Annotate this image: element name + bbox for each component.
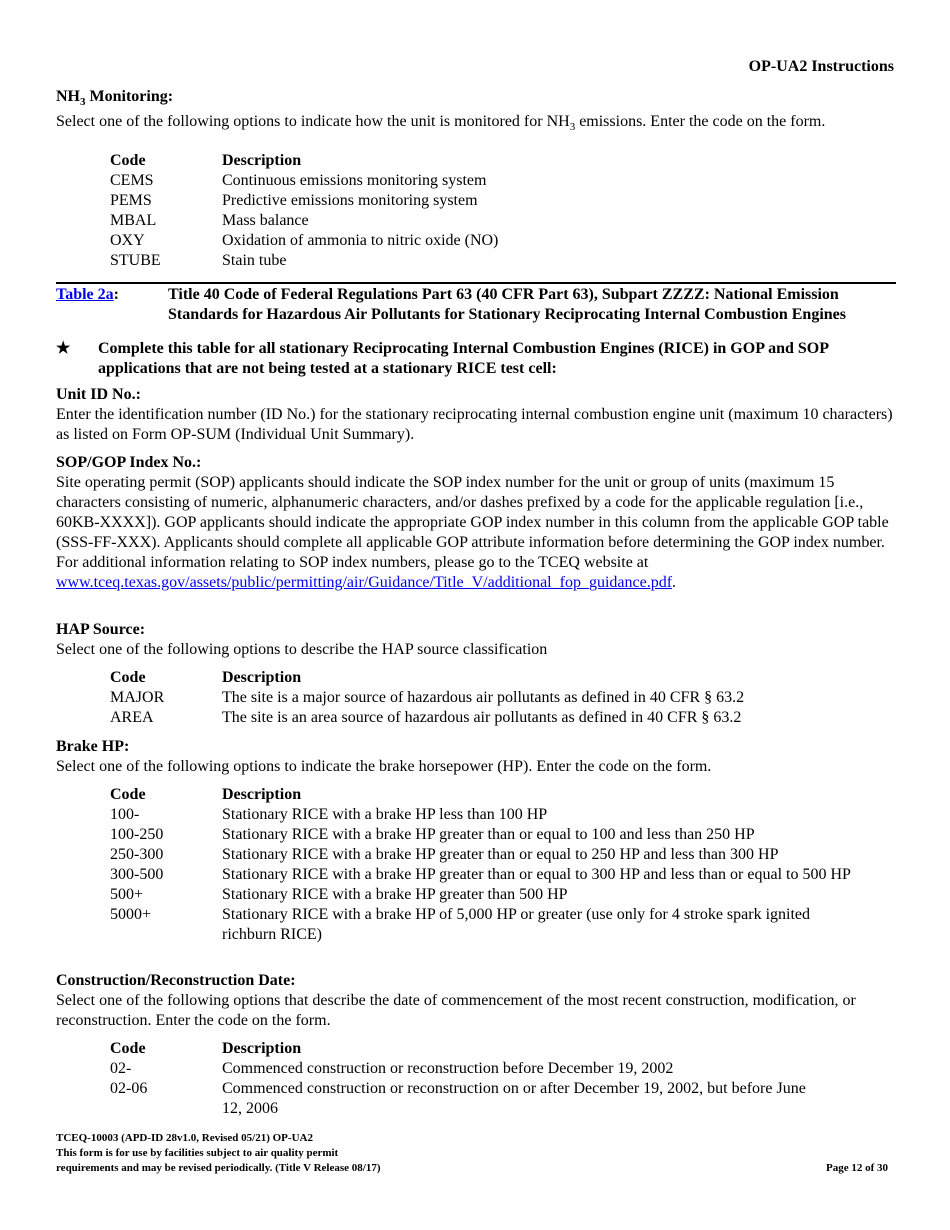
brake-hp-code-table [110,785,862,945]
construction-code-table [110,1039,822,1119]
col-desc-header: Description [222,669,302,686]
table-row: PEMS Predictive emissions monitoring system [110,192,478,210]
col-code-header: Code [110,152,146,170]
table-row: CEMS Continuous emissions monitoring system [110,172,487,190]
table-row: OXY Oxidation of ammonia to nitric oxide (NO) [110,232,499,250]
table-row: 300-500 Stationary RICE with a brake HP greater than or equal to 300 HP and less than or equal to 500 HP [110,866,851,883]
section-divider [56,282,896,284]
unit-id-body: Enter the identification number (ID No.) for the stationary reciprocating internal combustion engine unit (maximum 10 characters) as listed on Form OP-SUM (Individual Unit Summary). [56,406,893,443]
col-desc-header: Description [222,152,302,170]
footer-form-id: TCEQ-10003 (APD-ID 28v1.0, Revised 05/21) OP-UA2 [56,1132,313,1144]
nh3-title: $NH_3$ Monitoring: [56,88,174,109]
unit-id-section [56,385,896,445]
table-row: 100- Stationary RICE with a brake HP less than 100 HP [110,806,548,823]
table-row: 02-06 Commenced construction or reconstruction on or after December 19, 2002, but before June 12, 2006 [110,1080,806,1117]
star-icon: ★ [56,340,71,357]
brake-hp-intro: Select one of the following options to indicate the brake horsepower (HP). Enter the code on the form. [56,758,712,775]
footer-usage-line: This form is for use by facilities subject to air quality permit [56,1147,339,1159]
instruction-note-text: Complete this table for all stationary Reciprocating Internal Combustion Engines (RICE) in GOP and SOP applications that are not being tested at a stationary RICE test cell: [98,340,829,377]
table-2a-heading: Table 2a: Title 40 Code of Federal Regulations Part 63 (40 CFR Part 63), Subpart ZZZZ: National Emission Standards for Hazardous Air Pollutants for Stationary Reciprocating Internal Combustion Engines ★ Complete this table for all stationary Reciprocating Internal Combustion Engines (RICE) in GOP and SOP applications that are not being tested at a stationary RICE test cell: [56,285,896,379]
page-header-title: OP-UA2 Instructions [748,58,894,75]
nh3-section [56,87,896,271]
footer-revision-line: requirements and may be revised periodically. (Title V Release 08/17) [56,1162,381,1174]
construction-section [56,971,896,1119]
hap-title: HAP Source: [56,621,146,638]
col-desc-header: Description [222,1040,302,1057]
hap-intro: Select one of the following options to describe the HAP source classification [56,641,548,658]
table-row: 250-300 Stationary RICE with a brake HP greater than or equal to 250 HP and less than 300 HP [110,846,779,863]
table-row: 5000+ Stationary RICE with a brake HP of 5,000 HP or greater (use only for 4 stroke spark ignited richburn RICE) [110,906,811,943]
hap-code-table [110,668,744,728]
hap-section [56,620,896,728]
page-number: Page 12 of 30 [825,1162,888,1174]
table-row: 500+ Stationary RICE with a brake HP greater than 500 HP [110,886,568,903]
instruction-note [56,339,896,379]
brake-hp-section [56,737,896,945]
col-code-header: Code [110,786,146,803]
sop-gop-body: Site operating permit (SOP) applicants should indicate the SOP index number for the unit or group of units (maximum 15 characters consisting of numeric, alphanumeric characters, and/or dashes prefixed by a code for the applicable regulation [i.e., 60KB-XXXX]). GOP applicants should indicate the appropriate GOP index number in this column from the applicable GOP table (SSS-FF-XXX). Applicants should complete all applicable GOP attribute information before determining the GOP index number. For additional information relating to SOP index numbers, please go to the TCEQ website at [56,474,889,571]
sop-gop-title: SOP/GOP Index No.: [56,454,202,471]
nh3-intro: Select one of the following options to indicate how the unit is monitored for $NH_3$ emissions. Enter the code on the form. [56,113,826,134]
table-row: 100-250 Stationary RICE with a brake HP greater than or equal to 100 and less than 250 HP [110,826,755,843]
table-row: AREA The site is an area source of hazardous air pollutants as defined in 40 CFR § 63.2 [110,709,742,726]
construction-intro: Select one of the following options that describe the date of commencement of the most recent construction, modification, or reconstruction. Enter the code on the form. [56,992,856,1029]
tceq-guidance-link[interactable]: www.tceq.texas.gov/assets/public/permitting/air/Guidance/Title_V/additional_fop_guidance.pdf [56,574,673,591]
table-row: STUBE Stain tube [110,252,287,270]
table-2a-link[interactable]: Table 2a [56,286,114,303]
col-desc-header: Description [222,786,302,803]
table-row: 02- Commenced construction or reconstruction before December 19, 2002 [110,1060,674,1077]
page-footer [56,1131,888,1176]
col-code-header: Code [110,669,146,686]
table-2a-title: Title 40 Code of Federal Regulations Part 63 (40 CFR Part 63), Subpart ZZZZ: National Emission Standards for Hazardous Air Pollutants for Stationary Reciprocating Internal Combustion Engines [168,286,846,323]
table-row: MBAL Mass balance [110,212,309,230]
sop-gop-section: SOP/GOP Index No.: Site operating permit (SOP) applicants should indicate the SOP index number for the unit or group of units (maximum 15 characters consisting of numeric, alphanumeric characters, and/or dashes prefixed by a code for the applicable regulation [i.e., 60KB-XXXX]). GOP applicants should indicate the appropriate GOP index number in this column from the applicable GOP table (SSS-FF-XXX). Applicants should complete all applicable GOP attribute information before determining the GOP index number. For additional information relating to SOP index numbers, please go to the TCEQ website at www.tceq.texas.gov/assets/public/permitting/air/Guidance/Title_V/additional_fop_guidance.pdf. [56,453,896,593]
construction-title: Construction/Reconstruction Date: [56,972,296,989]
col-code-header: Code [110,1040,146,1057]
brake-hp-title: Brake HP: [56,738,130,755]
unit-id-title: Unit ID No.: [56,386,141,403]
table-row: MAJOR The site is a major source of hazardous air pollutants as defined in 40 CFR § 63.2 [110,689,745,706]
nh3-code-table [110,151,498,271]
